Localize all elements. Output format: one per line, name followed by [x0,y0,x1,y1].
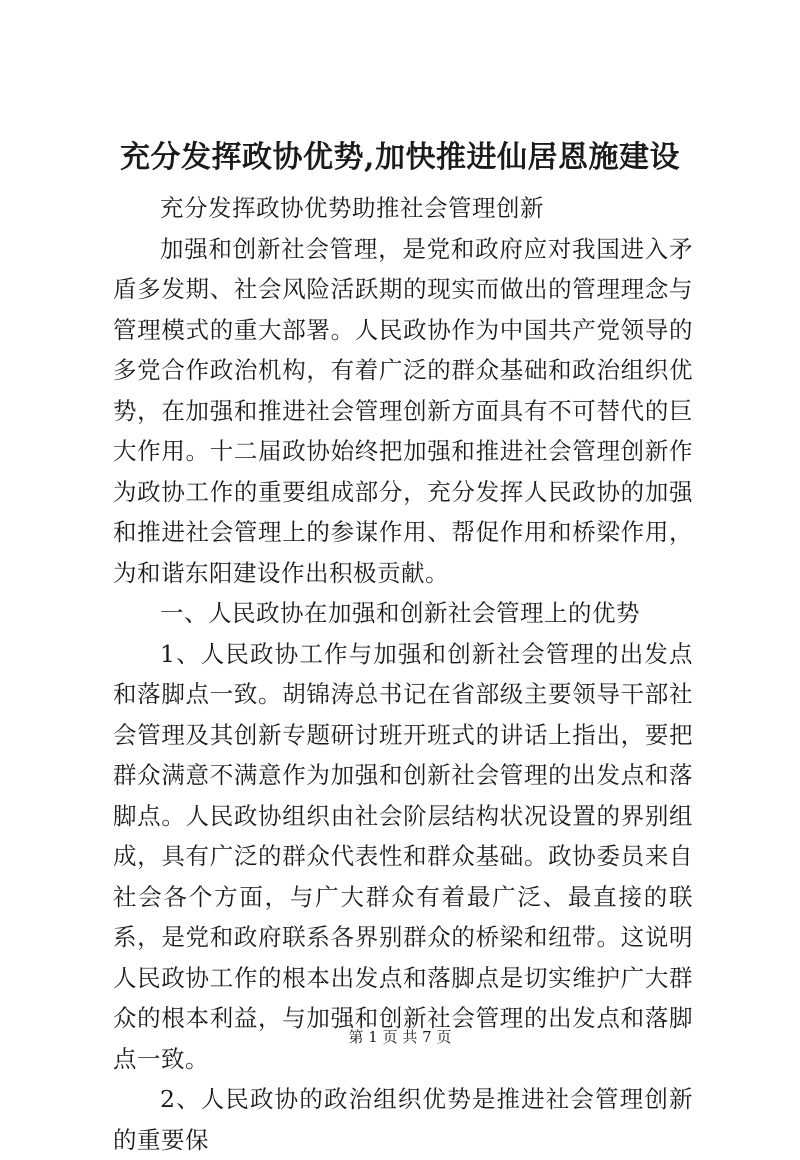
section-heading-1: 一、人民政协在加强和创新社会管理上的优势 [160,599,640,627]
document-body [113,188,693,1160]
point-2-paragraph: 2、人民政协的政治组织优势是推进社会管理创新的重要保 [113,1085,693,1154]
point-1-paragraph: 1、人民政协工作与加强和创新社会管理的出发点和落脚点一致。胡锦涛总书记在省部级主要领导干部社会管理及其创新专题研讨班开班式的讲话上指出，要把群众满意不满意作为加强和创新社会管理的出发点和落脚点。人民政协组织由社会阶层结构状况设置的界别组成，具有广泛的群众代表性和群众基础。政协委员来自社会各个方面，与广大群众有着最广泛、最直接的联系，是党和政府联系各界别群众的桥梁和纽带。这说明人民政协工作的根本出发点和落脚点是切实维护广大群众的根本利益，与加强和创新社会管理的出发点和落脚点一致。 [113,639,693,1073]
document-title: 充分发挥政协优势,加快推进仙居恩施建设 [120,140,680,175]
intro-paragraph: 加强和创新社会管理，是党和政府应对我国进入矛盾多发期、社会风险活跃期的现实而做出的管理理念与管理模式的重大部署。人民政协作为中国共产党领导的多党合作政治机构，有着广泛的群众基础和政治组织优势，在加强和推进社会管理创新方面具有不可替代的巨大作用。十二届政协始终把加强和推进社会管理创新作为政协工作的重要组成部分，充分发挥人民政协的加强和推进社会管理上的参谋作用、帮促作用和桥梁作用，为和谐东阳建设作出积极贡献。 [113,234,693,587]
subtitle-paragraph: 充分发挥政协优势助推社会管理创新 [160,194,544,222]
page-footer: 第 1 页 共 7 页 [348,1028,452,1046]
